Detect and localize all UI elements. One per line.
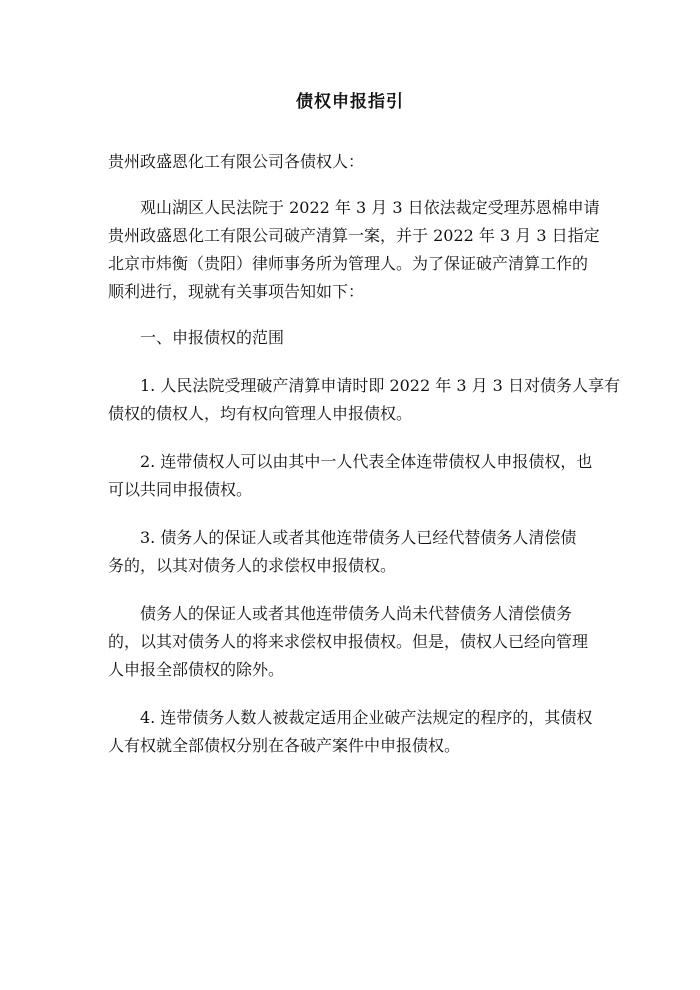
item-line: 人有权就全部债权分别在各破产案件中申报债权。 [108, 736, 461, 755]
item-line: 务的，以其对债务人的求偿权申报债权。 [108, 556, 397, 575]
scope-item-4 [108, 704, 604, 760]
intro-line: 北京市炜衡（贵阳）律师事务所为管理人。为了保证破产清算工作的 [108, 254, 589, 273]
scope-item-2 [108, 448, 604, 504]
salutation [108, 148, 604, 176]
document-body [108, 148, 620, 760]
section-heading-scope [108, 324, 604, 352]
item-line: 2. 连带债权人可以由其中一人代表全体连带债权人申报债权，也 [140, 452, 593, 471]
item-line: 的，以其对债务人的将来求偿权申报债权。但是，债权人已经向管理 [108, 632, 589, 651]
section-heading-line: 一、申报债权的范围 [140, 328, 285, 347]
item-line: 人申报全部债权的除外。 [108, 660, 285, 679]
scope-item-1 [108, 372, 620, 428]
item-line: 可以共同申报债权。 [108, 480, 253, 499]
intro-paragraph [108, 194, 604, 306]
scope-item-3 [108, 524, 604, 580]
document-title: 债权申报指引 [296, 92, 404, 112]
intro-line: 贵州政盛恩化工有限公司破产清算一案，并于 2022 年 3 月 3 日指定 [108, 226, 600, 245]
item-line: 债务人的保证人或者其他连带债务人尚未代替债务人清偿债务 [140, 604, 573, 623]
item-line: 1. 人民法院受理破产清算申请时即 2022 年 3 月 3 日对债务人享有 [140, 376, 620, 395]
item-line: 4. 连带债务人数人被裁定适用企业破产法规定的程序的，其债权 [140, 708, 593, 727]
salutation-line: 贵州政盛恩化工有限公司各债权人： [108, 152, 365, 171]
scope-item-3-supplement [108, 600, 604, 684]
item-line: 3. 债务人的保证人或者其他连带债务人已经代替债务人清偿债 [140, 528, 577, 547]
intro-line: 观山湖区人民法院于 2022 年 3 月 3 日依法裁定受理苏恩棉申请 [140, 198, 600, 217]
item-line: 债权的债权人，均有权向管理人申报债权。 [108, 404, 413, 423]
intro-line: 顺利进行，现就有关事项告知如下： [108, 282, 365, 301]
